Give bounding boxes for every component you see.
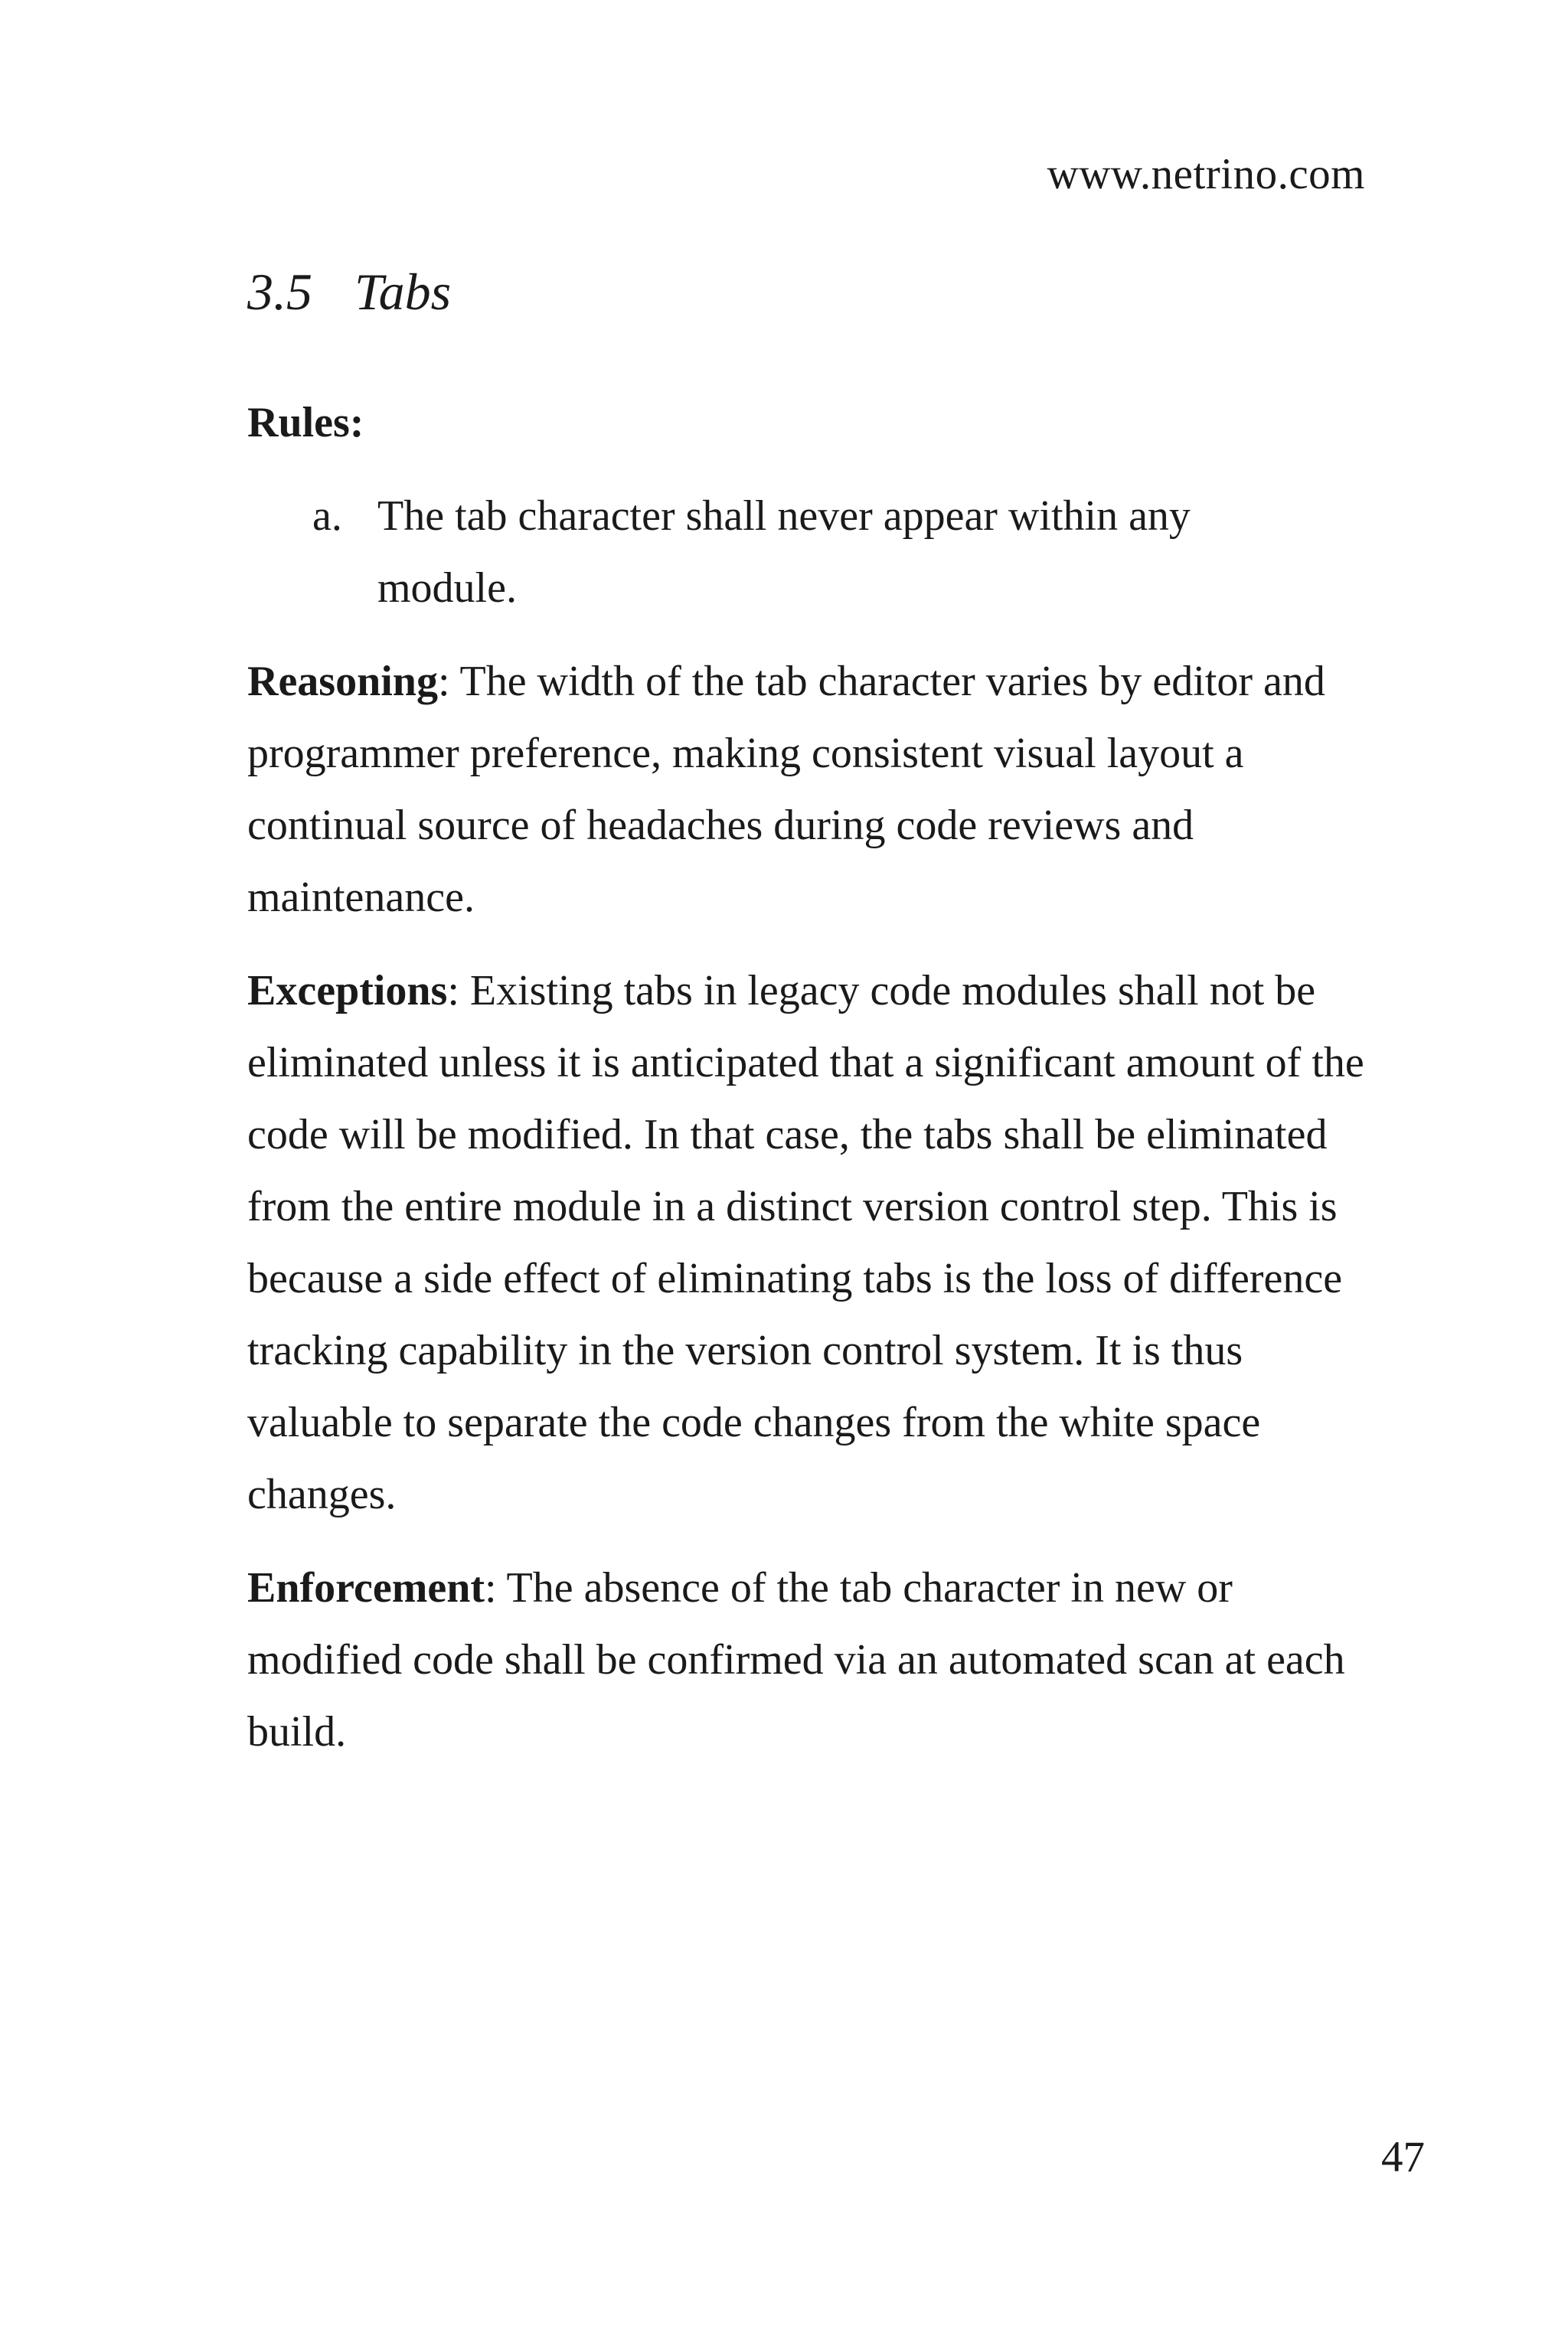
section-body: [247, 387, 1396, 1789]
rule-item-a: [247, 480, 1334, 624]
enforcement-label: Enforcement: [247, 1564, 485, 1612]
rule-marker: a.: [312, 492, 342, 540]
reasoning-text: : The width of the tab character varies by editor and programmer preference, making consistent visual layout a continual source of headaches during code reviews and maintenance.: [247, 658, 1325, 921]
enforcement-paragraph: [247, 1552, 1396, 1768]
section-number: 3.5: [247, 263, 312, 321]
section-title: Tabs: [354, 263, 452, 321]
rules-label: Rules:: [247, 399, 364, 446]
enforcement-text: : The absence of the tab character in new or modified code shall be confirmed via an automated scan at each build.: [247, 1564, 1345, 1756]
rule-text: The tab character shall never appear within any module.: [377, 492, 1191, 612]
exceptions-label: Exceptions: [247, 967, 448, 1014]
exceptions-text: : Existing tabs in legacy code modules shall not be eliminated unless it is anticipated that a significant amount of the code will be modified. In that case, the tabs shall be eliminated from the entire module in a distinct version control step. This is because a side effect of eliminating tabs is the loss of difference tracking capability in the version control system. It is thus valuable to separate the code changes from the white space changes.: [247, 967, 1364, 1518]
rule-list: [247, 480, 1396, 624]
exceptions-paragraph: [247, 955, 1396, 1530]
section-heading: [247, 257, 451, 326]
reasoning-paragraph: [247, 645, 1396, 933]
page-number: 47: [1381, 2133, 1425, 2181]
header-url: www.netrino.com: [1047, 150, 1365, 198]
reasoning-label: Reasoning: [247, 658, 438, 705]
